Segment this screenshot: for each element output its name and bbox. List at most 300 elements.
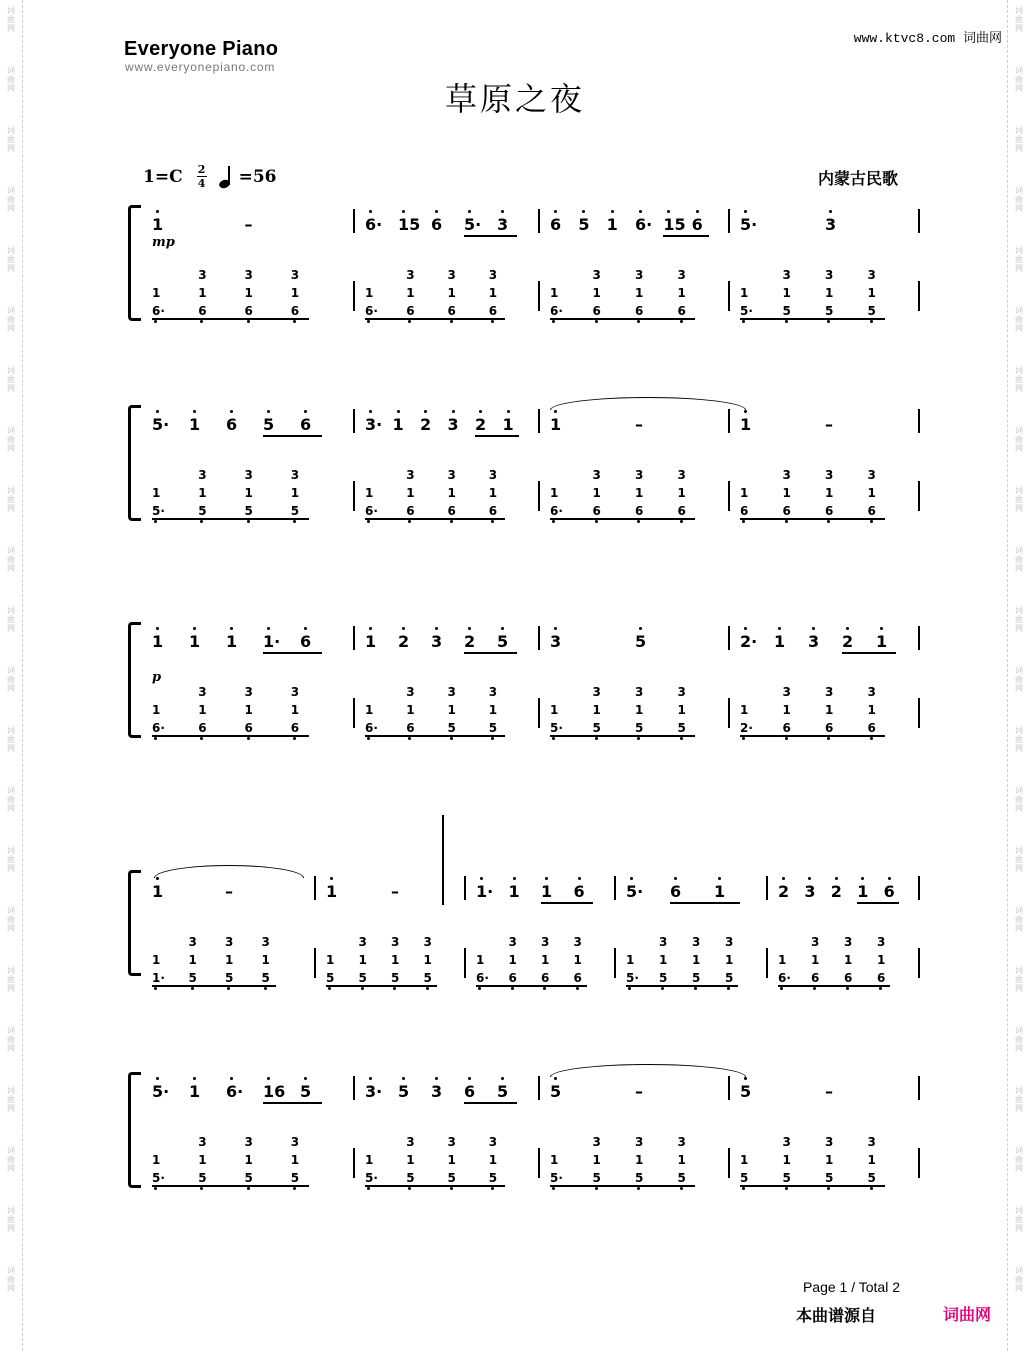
chord-note-mid: 1 xyxy=(825,486,834,500)
system-bracket xyxy=(128,205,141,321)
watermark-char: 曲 xyxy=(7,615,15,624)
brand-logo-text: Everyone Piano xyxy=(124,38,279,60)
chord-note-top: 3 xyxy=(290,1135,300,1149)
bass-note: 6 xyxy=(811,971,820,985)
low-octave-dot xyxy=(408,737,411,740)
bass-note: 5 xyxy=(244,1171,253,1185)
low-octave-dot xyxy=(154,320,157,323)
low-octave-dot xyxy=(780,987,783,990)
chord-note-top: 3 xyxy=(225,935,234,949)
low-octave-dot xyxy=(450,1187,453,1190)
octave-dot xyxy=(402,627,405,630)
watermark-char: 词 xyxy=(1015,726,1023,735)
barline xyxy=(464,876,466,900)
watermark-char: 网 xyxy=(7,264,15,273)
barline xyxy=(353,281,355,311)
watermark-char: 曲 xyxy=(7,855,15,864)
watermark-char: 词 xyxy=(1015,1266,1023,1275)
octave-dot xyxy=(330,877,333,880)
melody-note: 1 xyxy=(152,882,164,901)
bass-note: 6 xyxy=(406,721,415,735)
chord-note-mid: 1 xyxy=(867,703,876,717)
low-octave-dot xyxy=(680,520,683,523)
watermark-char: 网 xyxy=(7,564,15,573)
chord-note-mid: 1 xyxy=(290,286,300,300)
melody-note: 3 xyxy=(431,632,443,651)
chord-note-mid: 1 xyxy=(244,286,253,300)
watermark-char: 词 xyxy=(1015,246,1023,255)
watermark-char: 网 xyxy=(1015,864,1023,873)
watermark-char: 曲 xyxy=(7,375,15,384)
watermark-char: 网 xyxy=(1015,684,1023,693)
watermark-char: 词 xyxy=(1015,546,1023,555)
low-octave-dot xyxy=(576,987,579,990)
site-logo[interactable]: 词曲网 xyxy=(943,1305,992,1324)
chord-note-top: 3 xyxy=(635,1135,644,1149)
melody-note: 2 xyxy=(464,632,476,651)
bass-note: 6 xyxy=(290,304,300,318)
octave-dot xyxy=(402,1077,405,1080)
octave-dot xyxy=(501,1077,504,1080)
chord-note-top: 3 xyxy=(244,468,253,482)
bass-note: 6 xyxy=(867,504,876,518)
watermark-char: 曲 xyxy=(1015,855,1023,864)
bass-note: 5 xyxy=(391,971,400,985)
tie-arc xyxy=(550,397,746,410)
chord-note-mid: 1 xyxy=(677,286,686,300)
chord-note-top: 3 xyxy=(677,685,686,699)
chord-note-mid: 1 xyxy=(550,1153,559,1167)
chord-note-top: 3 xyxy=(406,1135,415,1149)
barline xyxy=(538,481,540,511)
chord-note-mid: 1 xyxy=(447,1153,456,1167)
bass-note: 5 xyxy=(867,1171,876,1185)
chord-note-top: 3 xyxy=(447,685,456,699)
melody-note: 1 xyxy=(714,882,726,901)
bass-note: 6 xyxy=(244,304,253,318)
barline xyxy=(728,409,730,433)
low-octave-dot xyxy=(552,320,555,323)
bass-note: 6 xyxy=(844,971,853,985)
melody-note: 1 xyxy=(152,215,164,234)
low-octave-dot xyxy=(408,1187,411,1190)
melody-note: 1 xyxy=(606,215,618,234)
chord-note-mid: 1 xyxy=(626,953,635,967)
watermark-char: 网 xyxy=(1015,1044,1023,1053)
melody-note: – xyxy=(825,1082,833,1101)
chord-note-top: 3 xyxy=(592,1135,601,1149)
low-octave-dot xyxy=(552,737,555,740)
bass-note: 5 xyxy=(326,971,335,985)
chord-note-top: 3 xyxy=(867,468,876,482)
watermark-char: 词 xyxy=(1015,126,1023,135)
beam-line xyxy=(263,435,322,437)
watermark-char: 词 xyxy=(7,1266,15,1275)
bass-note: 5 xyxy=(261,971,270,985)
chord-note-top: 3 xyxy=(244,685,253,699)
chord-note-mid: 1 xyxy=(152,1153,161,1167)
chord-note-mid: 1 xyxy=(488,703,498,717)
octave-dot xyxy=(744,210,747,213)
bass-note: 6 xyxy=(488,504,498,518)
barline xyxy=(918,626,920,650)
chord-note-mid: 1 xyxy=(406,703,415,717)
chord-note-mid: 1 xyxy=(677,486,686,500)
low-octave-dot xyxy=(200,1187,203,1190)
watermark-char: 网 xyxy=(7,624,15,633)
score-system xyxy=(128,405,908,518)
melody-note: 6 xyxy=(670,882,682,901)
low-octave-dot xyxy=(491,737,494,740)
chord-note-mid: 1 xyxy=(476,953,485,967)
chord-note-top: 3 xyxy=(825,1135,834,1149)
melody-note: 1 xyxy=(857,882,869,901)
low-octave-dot xyxy=(595,320,598,323)
song-title: 草原之夜 xyxy=(444,80,585,118)
bass-note: 6 xyxy=(244,721,253,735)
bass-note: 5 xyxy=(488,1171,498,1185)
barline xyxy=(614,876,616,900)
octave-dot xyxy=(554,1077,557,1080)
accomp-beam xyxy=(152,318,309,320)
chord-note-mid: 1 xyxy=(198,486,207,500)
accomp-beam xyxy=(152,735,309,737)
low-octave-dot xyxy=(637,320,640,323)
chord-note-top: 3 xyxy=(198,1135,207,1149)
chord-note-top: 3 xyxy=(635,685,644,699)
chord-note-mid: 1 xyxy=(825,1153,834,1167)
bass-note: 6 xyxy=(782,721,791,735)
low-octave-dot xyxy=(637,1187,640,1190)
watermark-char: 曲 xyxy=(7,15,15,24)
repeat-barline xyxy=(442,815,444,905)
chord-note-top: 3 xyxy=(290,685,300,699)
melody-note: 3· xyxy=(365,1082,383,1101)
bass-note: 6 xyxy=(508,971,517,985)
watermark-char: 网 xyxy=(7,204,15,213)
watermark-char: 词 xyxy=(7,906,15,915)
watermark-char: 网 xyxy=(7,864,15,873)
watermark-char: 曲 xyxy=(1015,255,1023,264)
low-octave-dot xyxy=(154,737,157,740)
bass-note: 6 xyxy=(406,304,415,318)
score-system xyxy=(128,815,908,985)
melody-note: 1 xyxy=(152,632,164,651)
bass-note: 6· xyxy=(152,721,165,735)
melody-note: – xyxy=(244,215,253,234)
low-octave-dot xyxy=(450,320,453,323)
melody-note: 1 xyxy=(774,632,786,651)
beam-line xyxy=(464,235,517,237)
chord-note-mid: 1 xyxy=(488,486,498,500)
watermark-char: 曲 xyxy=(7,1215,15,1224)
octave-dot xyxy=(554,210,557,213)
watermark-char: 词 xyxy=(7,1086,15,1095)
bass-note: 6 xyxy=(740,504,749,518)
bass-note: 5 xyxy=(447,1171,456,1185)
chord-note-mid: 1 xyxy=(825,286,834,300)
watermark-char: 曲 xyxy=(7,975,15,984)
melody-note: 16 xyxy=(263,1082,286,1101)
chord-note-mid: 1 xyxy=(740,286,749,300)
watermark-char: 词 xyxy=(7,486,15,495)
bass-note: 5· xyxy=(550,721,563,735)
melody-note: 3 xyxy=(447,415,459,434)
octave-dot xyxy=(611,210,614,213)
low-octave-dot xyxy=(827,520,830,523)
watermark-char: 网 xyxy=(7,324,15,333)
watermark-char: 曲 xyxy=(7,735,15,744)
octave-dot xyxy=(193,627,196,630)
watermark-char: 词 xyxy=(1015,906,1023,915)
melody-note: 15 xyxy=(663,215,686,234)
watermark-char: 曲 xyxy=(1015,75,1023,84)
bass-note: 6 xyxy=(447,304,456,318)
accomp-beam xyxy=(476,985,587,987)
chord-note-mid: 1 xyxy=(592,286,601,300)
beam-line xyxy=(263,652,322,654)
beam-line xyxy=(464,1102,517,1104)
melody-note: 6 xyxy=(464,1082,476,1101)
bass-note: 5· xyxy=(152,1171,165,1185)
bass-note: 6 xyxy=(406,504,415,518)
watermark-char: 词 xyxy=(1015,1026,1023,1035)
bass-note: 5 xyxy=(188,971,197,985)
watermark-char: 词 xyxy=(7,606,15,615)
accomp-beam xyxy=(326,985,437,987)
chord-note-top: 3 xyxy=(782,1135,791,1149)
watermark-char: 网 xyxy=(1015,744,1023,753)
watermark-char: 曲 xyxy=(7,1095,15,1104)
octave-dot xyxy=(156,1077,159,1080)
low-octave-dot xyxy=(450,520,453,523)
chord-note-mid: 1 xyxy=(635,486,644,500)
chord-note-mid: 1 xyxy=(592,486,601,500)
beam-line xyxy=(670,902,740,904)
barline xyxy=(918,698,920,728)
chord-note-mid: 1 xyxy=(391,953,400,967)
octave-dot xyxy=(639,627,642,630)
octave-dot xyxy=(501,210,504,213)
page-indicator: Page 1 / Total 2 xyxy=(802,1279,900,1295)
left-watermark-strip xyxy=(0,0,23,1351)
low-octave-dot xyxy=(680,1187,683,1190)
low-octave-dot xyxy=(511,987,514,990)
low-octave-dot xyxy=(680,320,683,323)
chord-note-mid: 1 xyxy=(152,953,161,967)
barline xyxy=(353,626,355,650)
watermark-char: 网 xyxy=(7,1104,15,1113)
watermark-char: 网 xyxy=(1015,564,1023,573)
melody-note: 5 xyxy=(263,415,275,434)
melody-note: 1 xyxy=(876,632,888,651)
octave-dot xyxy=(156,410,159,413)
beam-line xyxy=(464,652,517,654)
chord-note-mid: 1 xyxy=(406,486,415,500)
barline xyxy=(314,876,316,900)
watermark-char: 词 xyxy=(1015,786,1023,795)
chord-note-top: 3 xyxy=(692,935,701,949)
barline xyxy=(728,481,730,511)
barline xyxy=(314,948,316,978)
barline xyxy=(918,209,920,233)
chord-note-mid: 1 xyxy=(365,1153,374,1167)
chord-note-top: 3 xyxy=(825,468,834,482)
watermark-char: 网 xyxy=(7,1164,15,1173)
watermark-char: 词 xyxy=(1015,186,1023,195)
source-label: 本曲谱源自 xyxy=(796,1306,877,1325)
bass-note: 5 xyxy=(635,1171,644,1185)
chord-note-top: 3 xyxy=(198,468,207,482)
melody-note: 1· xyxy=(476,882,494,901)
chord-note-top: 3 xyxy=(592,685,601,699)
chord-note-mid: 1 xyxy=(635,1153,644,1167)
bass-note: 5 xyxy=(692,971,701,985)
low-octave-dot xyxy=(595,1187,598,1190)
octave-dot xyxy=(369,410,372,413)
chord-note-top: 3 xyxy=(406,685,415,699)
watermark-char: 网 xyxy=(7,684,15,693)
chord-note-mid: 1 xyxy=(541,953,550,967)
barline xyxy=(353,409,355,433)
bass-note: 6 xyxy=(488,304,498,318)
barline xyxy=(538,281,540,311)
chord-note-top: 3 xyxy=(447,1135,456,1149)
chord-note-top: 3 xyxy=(782,268,791,282)
octave-dot xyxy=(582,210,585,213)
octave-dot xyxy=(630,877,633,880)
melody-note: 1 xyxy=(189,1082,201,1101)
octave-dot xyxy=(480,877,483,880)
system-bracket xyxy=(128,1072,141,1188)
melody-note: 2 xyxy=(420,415,432,434)
bass-note: 5 xyxy=(290,504,300,518)
watermark-char: 词 xyxy=(1015,66,1023,75)
low-octave-dot xyxy=(595,520,598,523)
low-octave-dot xyxy=(367,520,370,523)
melody-note: 6 xyxy=(226,415,238,434)
watermark-char: 词 xyxy=(7,186,15,195)
melody-note: 6 xyxy=(300,632,312,651)
bass-note: 5 xyxy=(198,1171,207,1185)
barline xyxy=(538,626,540,650)
watermark-char: 曲 xyxy=(1015,615,1023,624)
barline xyxy=(918,281,920,311)
melody-note: 1· xyxy=(263,632,281,651)
time-bottom: 4 xyxy=(197,177,206,190)
barline xyxy=(918,948,920,978)
melody-note: 1 xyxy=(226,632,238,651)
bass-note: 6 xyxy=(782,504,791,518)
low-octave-dot xyxy=(637,520,640,523)
octave-dot xyxy=(501,627,504,630)
chord-note-mid: 1 xyxy=(244,703,253,717)
barline xyxy=(353,209,355,233)
watermark-char: 网 xyxy=(1015,204,1023,213)
chord-note-mid: 1 xyxy=(659,953,668,967)
octave-dot xyxy=(861,877,864,880)
chord-note-top: 3 xyxy=(592,268,601,282)
bass-note: 5· xyxy=(550,1171,563,1185)
octave-dot xyxy=(718,877,721,880)
watermark-char: 曲 xyxy=(7,675,15,684)
bass-note: 5 xyxy=(198,504,207,518)
chord-note-top: 3 xyxy=(635,268,644,282)
dynamic-p: p xyxy=(152,670,162,685)
low-octave-dot xyxy=(742,520,745,523)
watermark-char: 曲 xyxy=(7,1155,15,1164)
low-octave-dot xyxy=(661,987,664,990)
low-octave-dot xyxy=(552,520,555,523)
chord-note-mid: 1 xyxy=(152,703,161,717)
barline xyxy=(728,1148,730,1178)
chord-note-top: 3 xyxy=(877,935,886,949)
octave-dot xyxy=(193,410,196,413)
bass-note: 5 xyxy=(447,721,456,735)
brand-url: www.everyonepiano.com xyxy=(125,60,276,74)
low-octave-dot xyxy=(393,987,396,990)
bass-note: 6· xyxy=(550,504,563,518)
chord-note-mid: 1 xyxy=(811,953,820,967)
watermark-char: 曲 xyxy=(7,1035,15,1044)
site-link[interactable]: www.ktvc8.com 词曲网 xyxy=(853,31,1002,46)
watermark-char: 词 xyxy=(7,426,15,435)
watermark-char: 词 xyxy=(1015,426,1023,435)
watermark-char: 曲 xyxy=(7,495,15,504)
accomp-beam xyxy=(778,985,890,987)
chord-note-mid: 1 xyxy=(244,1153,253,1167)
bass-note: 5 xyxy=(782,1171,791,1185)
low-octave-dot xyxy=(264,987,267,990)
chord-note-top: 3 xyxy=(290,268,300,282)
bass-note: 5· xyxy=(365,1171,378,1185)
octave-dot xyxy=(808,877,811,880)
melody-note: 6 xyxy=(573,882,585,901)
chord-note-mid: 1 xyxy=(692,953,701,967)
bass-note: 5 xyxy=(592,721,601,735)
bass-note: 6· xyxy=(778,971,791,985)
bass-note: 5 xyxy=(225,971,234,985)
barline xyxy=(614,948,616,978)
watermark-char: 词 xyxy=(1015,486,1023,495)
octave-dot xyxy=(513,877,516,880)
bass-note: 5 xyxy=(358,971,367,985)
watermark-char: 网 xyxy=(7,384,15,393)
watermark-char: 网 xyxy=(1015,264,1023,273)
bass-note: 6 xyxy=(677,304,686,318)
watermark-char: 曲 xyxy=(7,555,15,564)
chord-note-top: 3 xyxy=(358,935,367,949)
low-octave-dot xyxy=(552,1187,555,1190)
melody-note: 2 xyxy=(842,632,854,651)
octave-dot xyxy=(304,627,307,630)
time-top: 2 xyxy=(197,163,206,176)
bass-note: 5· xyxy=(740,304,753,318)
bass-note: 6 xyxy=(592,304,601,318)
accomp-beam xyxy=(365,318,505,320)
low-octave-dot xyxy=(595,737,598,740)
barline xyxy=(538,209,540,233)
watermark-char: 网 xyxy=(7,1044,15,1053)
melody-note: 5 xyxy=(497,1082,509,1101)
bass-note: 6 xyxy=(592,504,601,518)
watermark-char: 词 xyxy=(7,666,15,675)
bass-note: 5 xyxy=(725,971,734,985)
key-signature: 1=C xyxy=(143,166,183,187)
chord-note-mid: 1 xyxy=(782,1153,791,1167)
watermark-char: 曲 xyxy=(1015,15,1023,24)
chord-note-mid: 1 xyxy=(867,486,876,500)
